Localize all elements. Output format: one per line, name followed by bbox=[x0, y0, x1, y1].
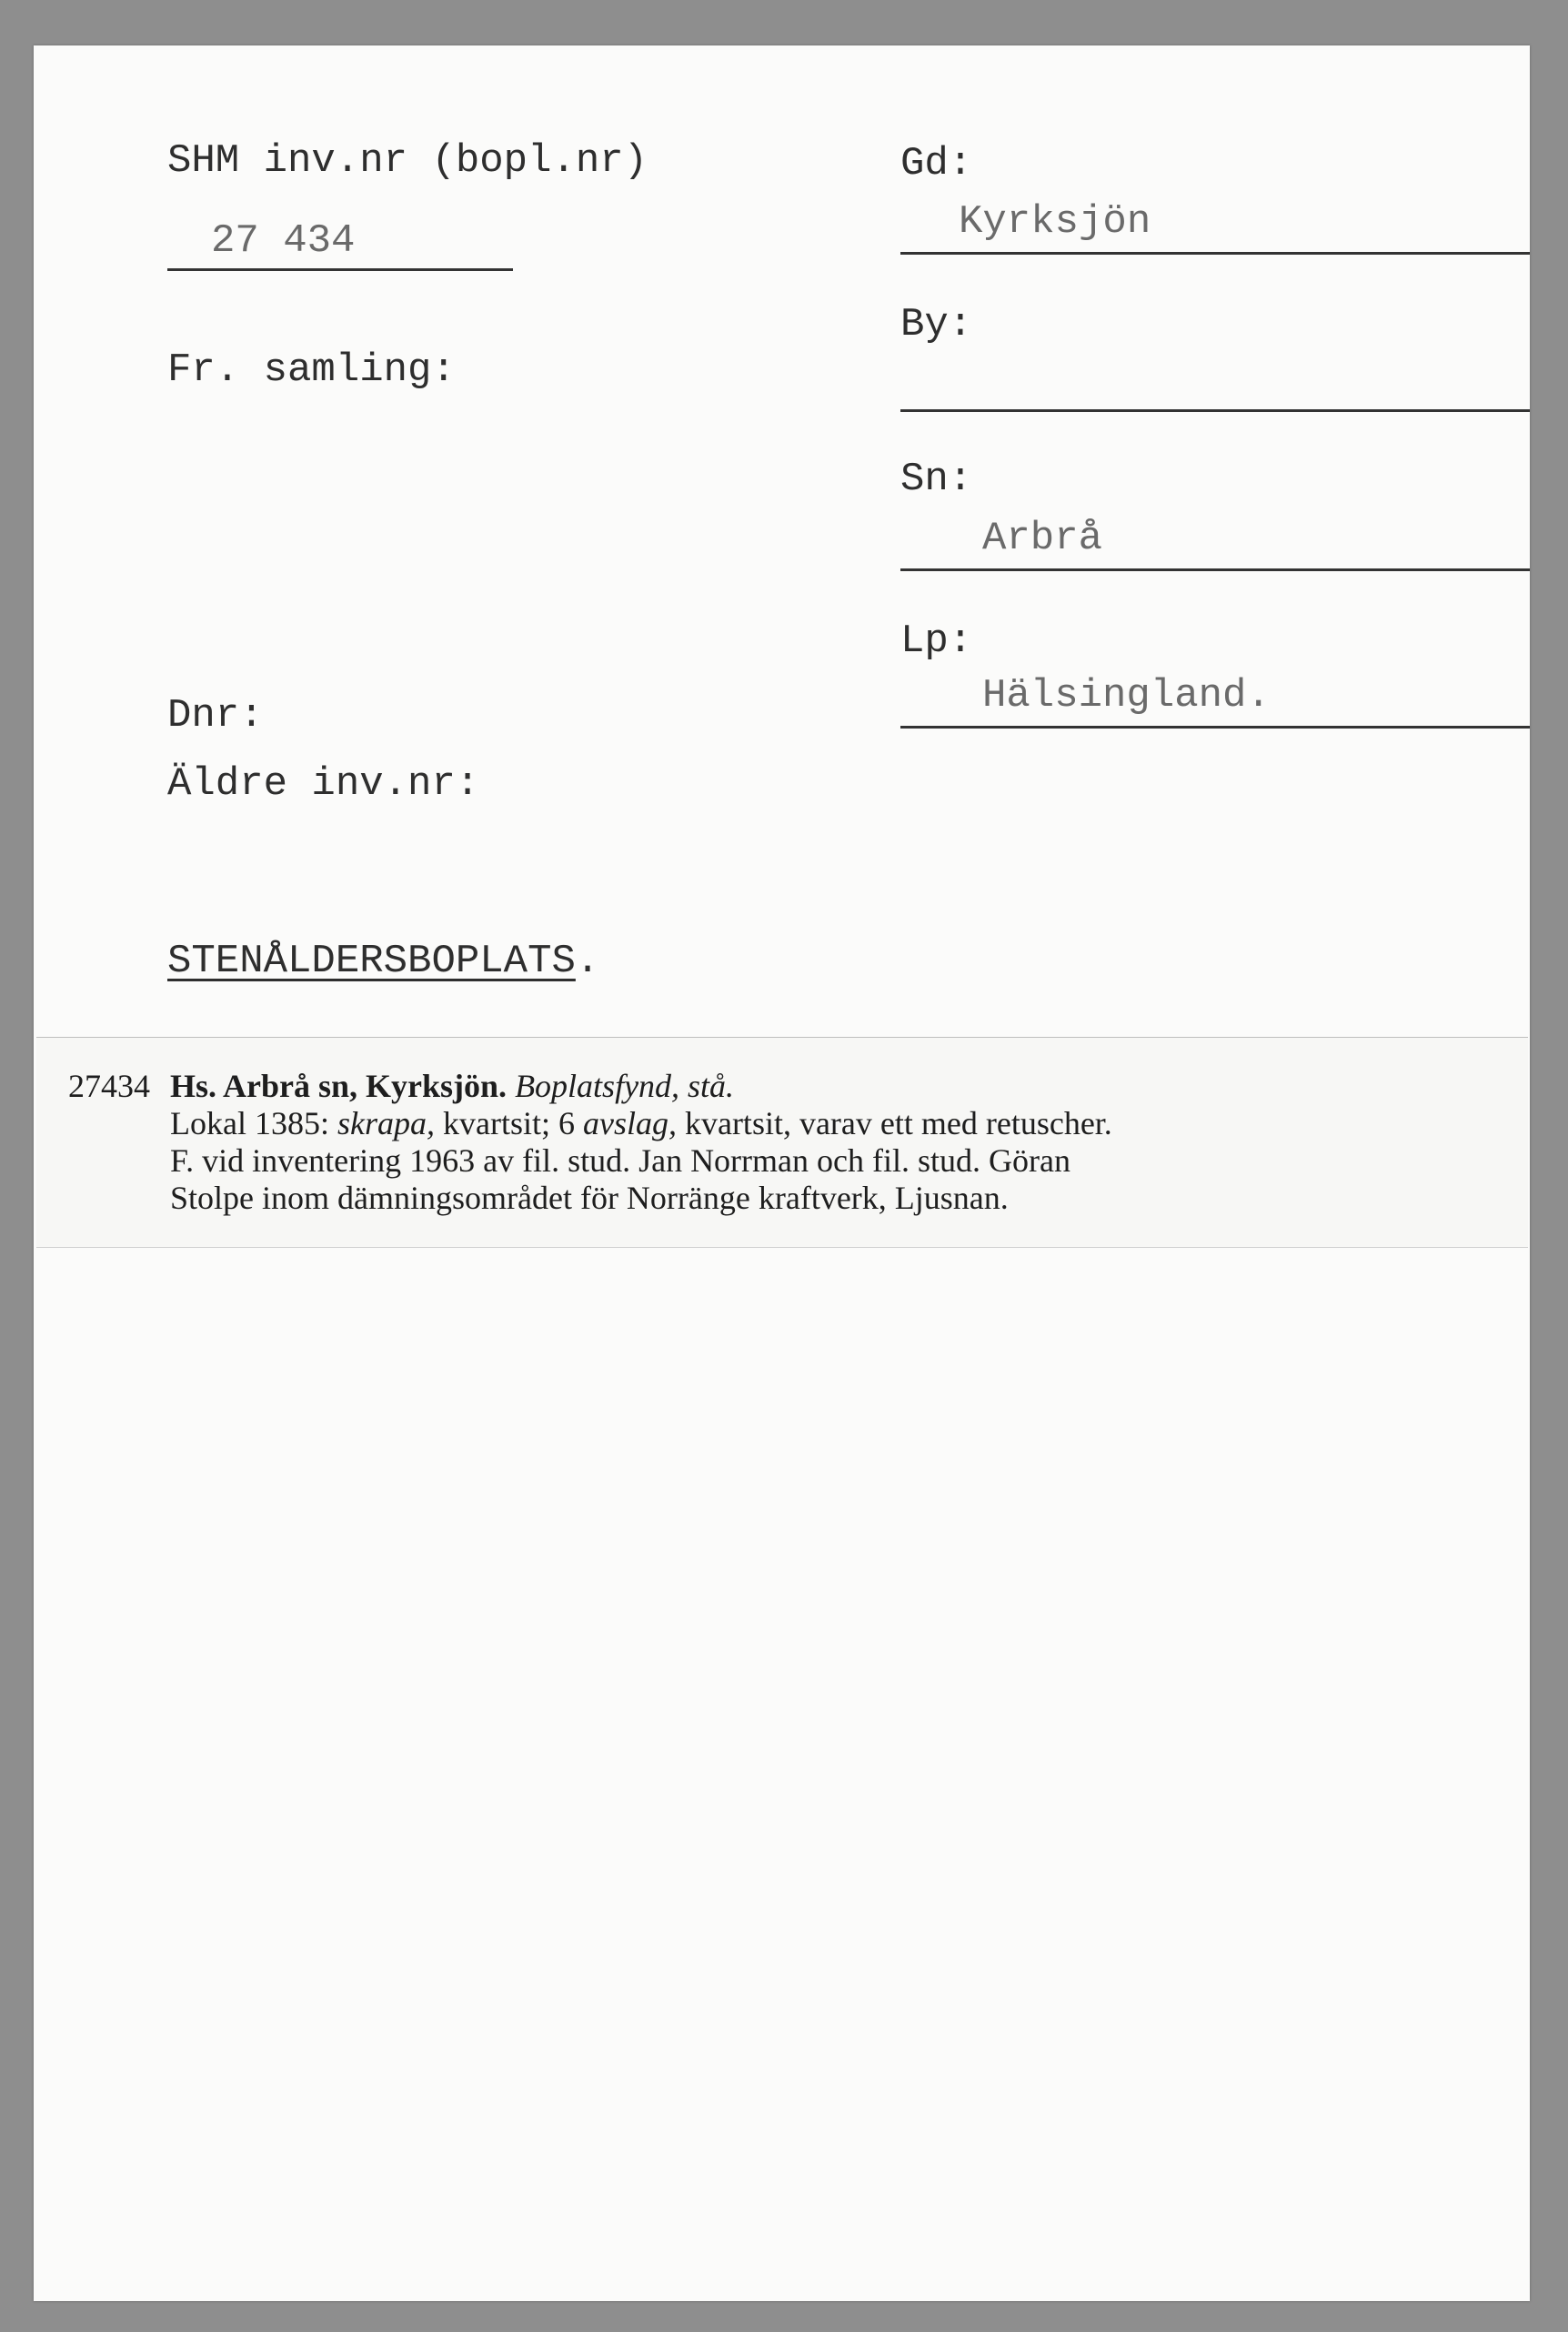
gd-underline bbox=[900, 252, 1530, 255]
slip-line-2b: skrapa, bbox=[337, 1105, 435, 1141]
slip-line-3: F. vid inventering 1963 av fil. stud. Jan Norrman och fil. stud. Göran bbox=[170, 1142, 1070, 1179]
by-underline bbox=[900, 409, 1530, 412]
category-suffix: . bbox=[575, 939, 600, 984]
lp-underline bbox=[900, 726, 1530, 729]
slip-line-2e: kvartsit, varav ett med retuscher. bbox=[676, 1105, 1112, 1141]
gd-label: Gd: bbox=[900, 141, 973, 186]
inv-nr-value: 27 434 bbox=[211, 218, 356, 264]
slip-line-1 bbox=[170, 1068, 1316, 1105]
category-heading bbox=[167, 939, 600, 984]
sn-label: Sn: bbox=[900, 457, 973, 502]
pasted-catalog-slip bbox=[36, 1037, 1528, 1248]
inv-nr-label: SHM inv.nr (bopl.nr) bbox=[167, 138, 648, 184]
category-text: STENÅLDERSBOPLATS bbox=[167, 939, 576, 984]
slip-line-2a: Lokal 1385: bbox=[170, 1105, 337, 1141]
lp-label: Lp: bbox=[900, 618, 973, 664]
aldre-inv-nr-label: Äldre inv.nr: bbox=[167, 761, 480, 807]
lp-value: Hälsingland. bbox=[982, 673, 1271, 719]
sn-underline bbox=[900, 568, 1530, 571]
slip-line-2c: kvartsit; 6 bbox=[434, 1105, 583, 1141]
slip-text bbox=[170, 1068, 1316, 1217]
sn-value: Arbrå bbox=[982, 516, 1103, 561]
fr-samling-label: Fr. samling: bbox=[167, 347, 456, 393]
by-label: By: bbox=[900, 302, 973, 347]
slip-line-2 bbox=[170, 1105, 1316, 1142]
inv-nr-underline bbox=[167, 268, 513, 271]
dnr-label: Dnr: bbox=[167, 693, 264, 739]
slip-number: 27434 bbox=[68, 1068, 150, 1104]
gd-value: Kyrksjön bbox=[959, 199, 1151, 245]
slip-type: Boplatsfynd, stå. bbox=[515, 1068, 735, 1104]
slip-location: Hs. Arbrå sn, Kyrksjön. bbox=[170, 1068, 508, 1104]
slip-line-2d: avslag, bbox=[582, 1105, 677, 1141]
slip-line-4: Stolpe inom dämningsområdet för Norränge kraftverk, Ljusnan. bbox=[170, 1180, 1009, 1216]
